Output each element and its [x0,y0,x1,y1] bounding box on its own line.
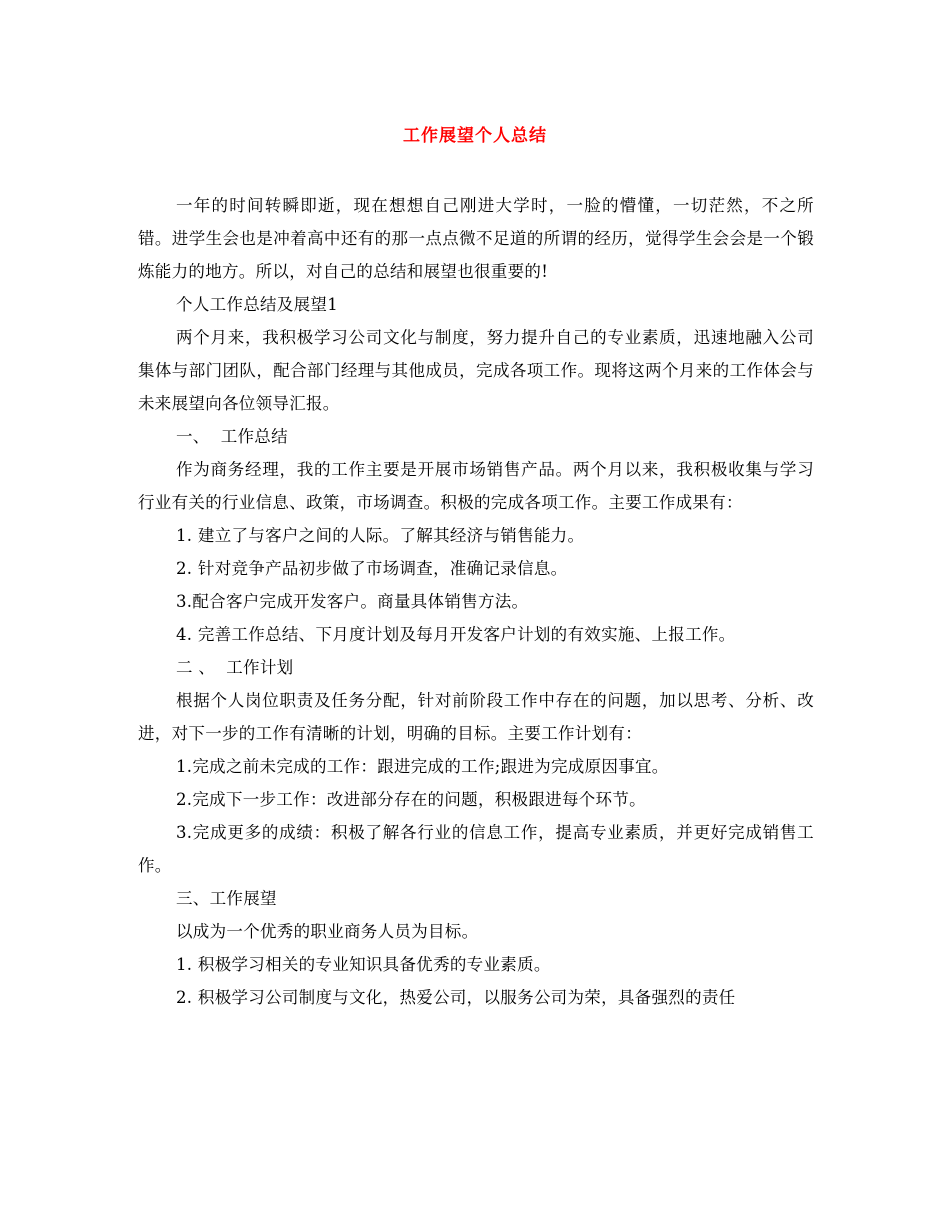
list-item-plan-1: 1.完成之前未完成的工作：跟进完成的工作;跟进为完成原因事宜。 [176,757,669,776]
paragraph-outlook: 以成为一个优秀的职业商务人员为目标。 [176,922,479,941]
section-heading-work-plan: 二 、 工作计划 [176,658,294,677]
paragraph-work-summary: 作为商务经理，我的工作主要是开展市场销售产品。两个月以来，我积极收集与学习行业有关的行业信息、政策，市场调查。积极的完成各项工作。主要工作成果有： [138,460,814,512]
list-item-outlook-1: 1. 积极学习相关的专业知识具备优秀的专业素质。 [176,955,551,974]
paragraph-overview: 两个月来，我积极学习公司文化与制度，努力提升自己的专业素质，迅速地融入公司集体与部门团队，配合部门经理与其他成员，完成各项工作。现将这两个月来的工作体会与未来展望向各位领导汇报。 [138,328,814,413]
list-item-summary-3: 3.配合客户完成开发客户。商量具体销售方法。 [176,592,529,611]
list-item-plan-2: 2.完成下一步工作：改进部分存在的问题，积极跟进每个环节。 [176,790,646,809]
paragraph-work-plan: 根据个人岗位职责及任务分配，针对前阶段工作中存在的问题，加以思考、分析、改进，对下一步的工作有清晰的计划，明确的目标。主要工作计划有： [138,691,814,743]
section-heading-work-summary: 一、 工作总结 [176,427,288,446]
list-item-summary-2: 2. 针对竞争产品初步做了市场调查，准确记录信息。 [176,559,568,578]
list-item-plan-3: 3.完成更多的成绩：积极了解各行业的信息工作，提高专业素质，并更好完成销售工作。 [138,823,814,875]
document-title: 工作展望个人总结 [403,126,547,146]
list-item-outlook-2: 2. 积极学习公司制度与文化，热爱公司，以服务公司为荣，具备强烈的责任 [176,988,736,1007]
list-item-summary-4: 4. 完善工作总结、下月度计划及每月开发客户计划的有效实施、上报工作。 [176,625,736,644]
paragraph-intro: 一年的时间转瞬即逝，现在想想自己刚进大学时，一脸的懵懂，一切茫然，不之所错。进学生会也是冲着高中还有的那一点点微不足道的所谓的经历，觉得学生会会是一个锻炼能力的地方。所以，对自己的总结和展望也很重要的! [138,196,814,281]
section-heading-outlook: 三、工作展望 [176,889,277,908]
list-item-summary-1: 1. 建立了与客户之间的人际。了解其经济与销售能力。 [176,526,585,545]
document-body [138,189,814,1014]
section-heading-summary-1: 个人工作总结及展望1 [176,295,338,314]
